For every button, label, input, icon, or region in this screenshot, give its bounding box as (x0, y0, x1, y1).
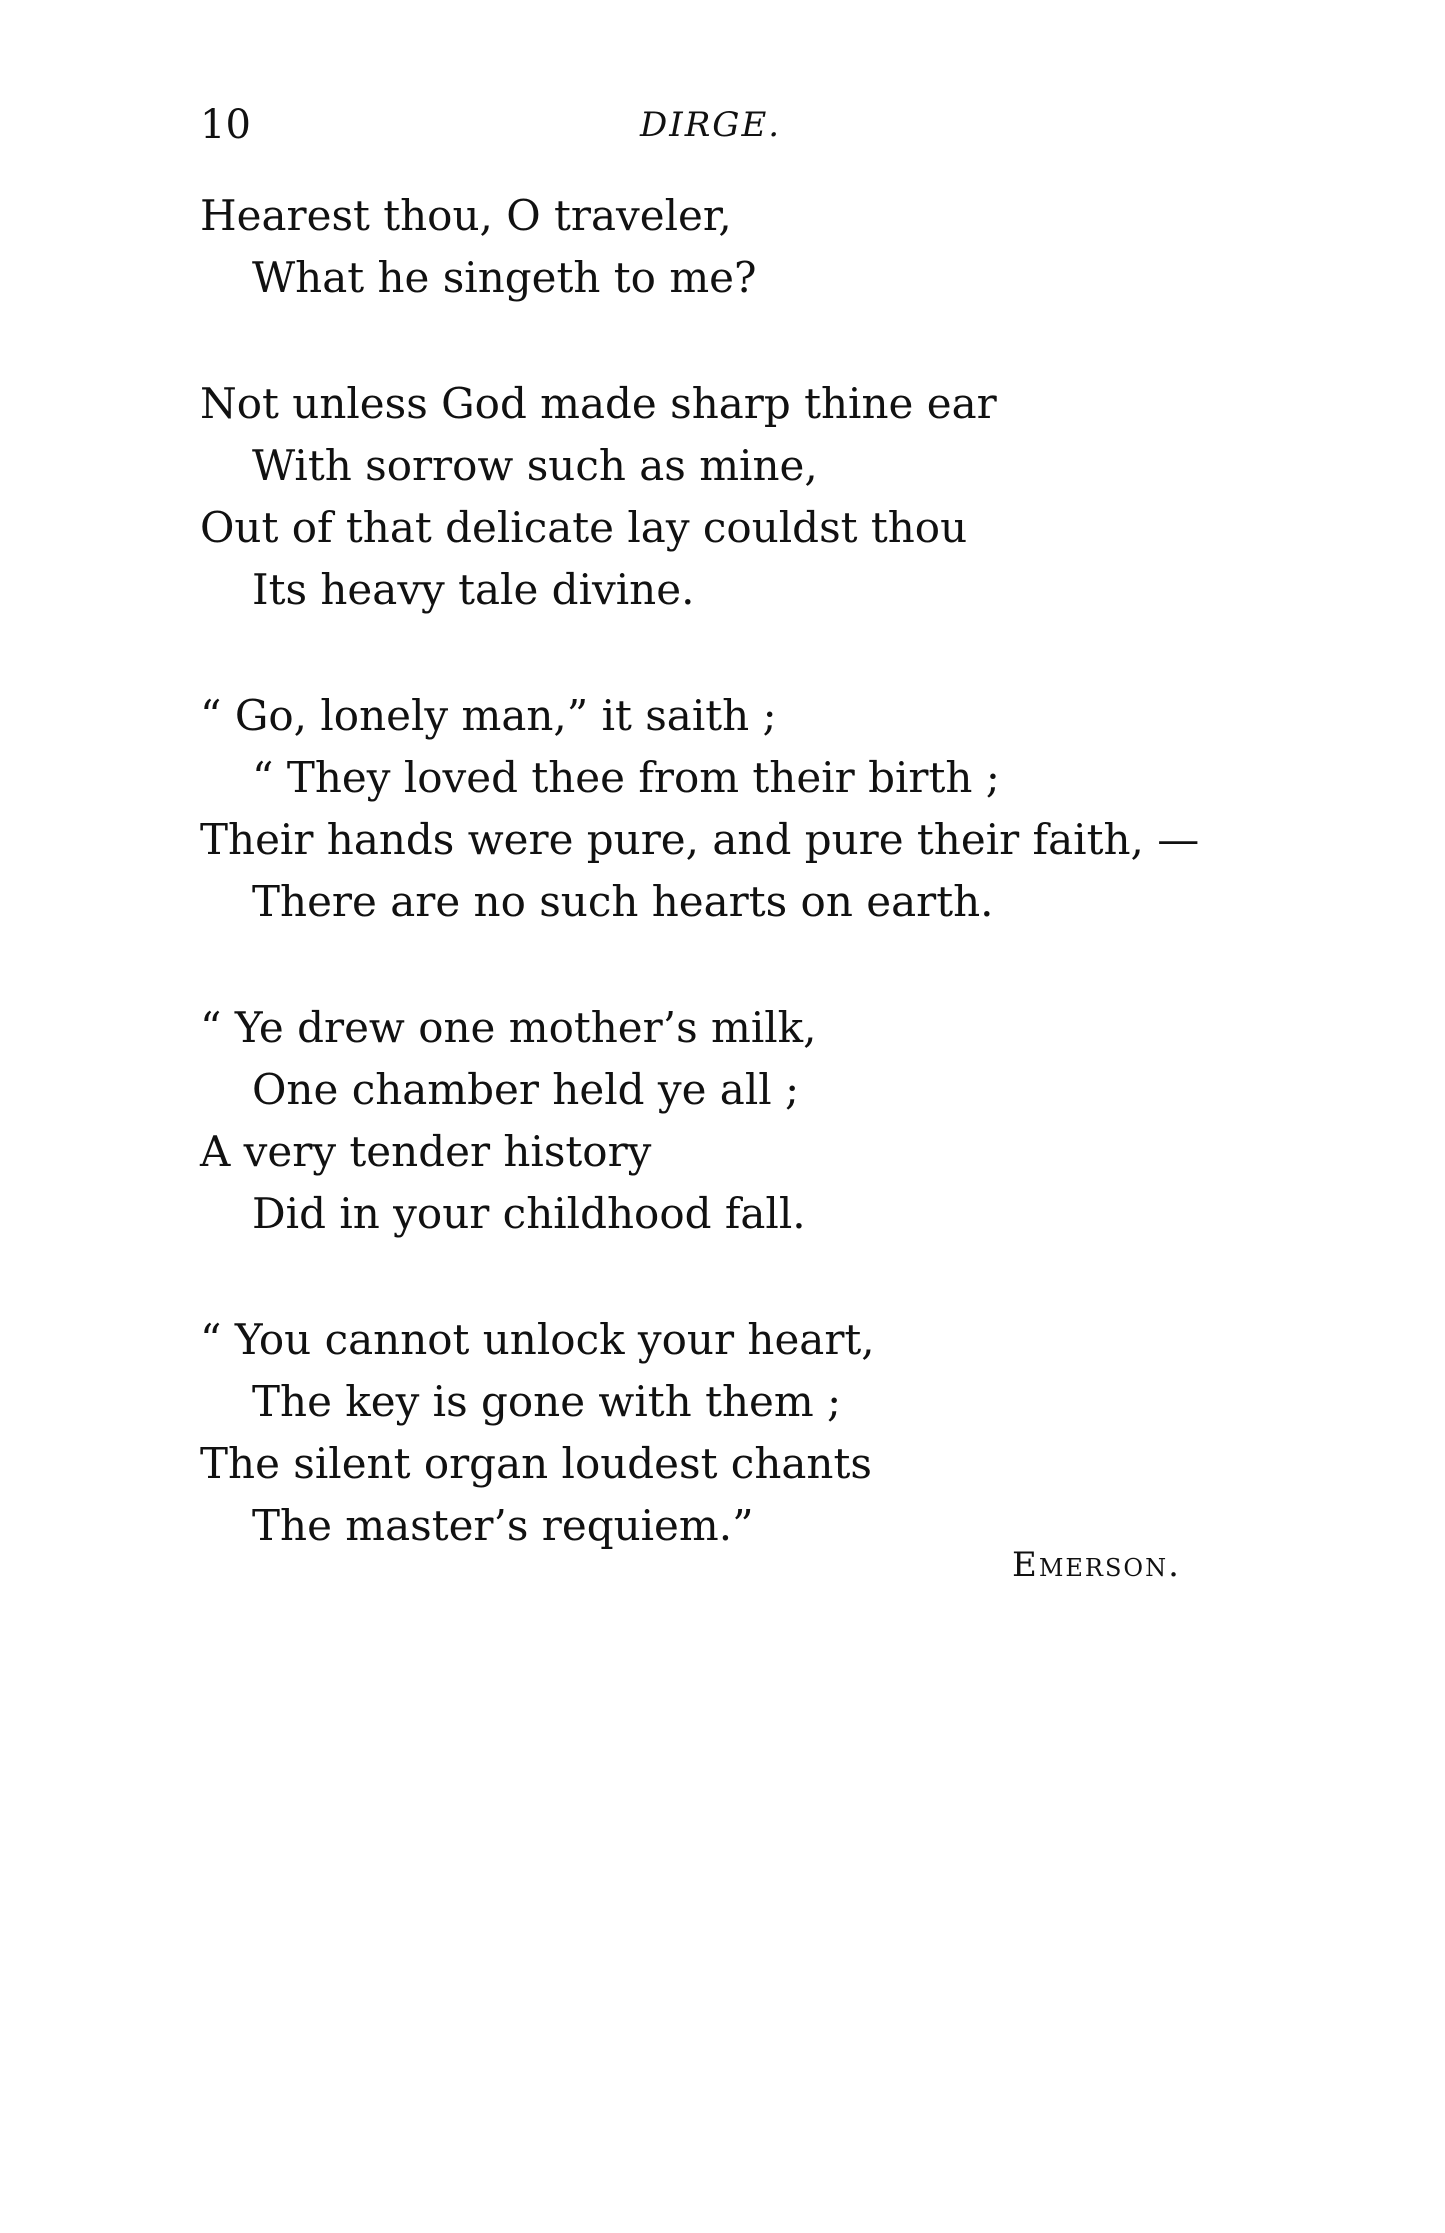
poem-line: The master’s requiem.” (252, 1501, 754, 1550)
running-title: DIRGE. (640, 105, 782, 145)
poem-line: Their hands were pure, and pure their faith, — (200, 815, 1200, 864)
poem-line: Out of that delicate lay couldst thou (200, 503, 968, 552)
stanza-2 (200, 373, 1300, 621)
poem-line: “ You cannot unlock your heart, (200, 1315, 875, 1364)
stanza-3 (200, 685, 1300, 933)
poem-line: With sorrow such as mine, (252, 441, 818, 490)
poem-line: Not unless God made sharp thine ear (200, 379, 997, 428)
poem-line: A very tender history (200, 1127, 652, 1176)
poem-line: The silent organ loudest chants (200, 1439, 872, 1488)
page-number: 10 (200, 102, 251, 148)
running-head (200, 100, 820, 150)
author-signature: Emerson. (1012, 1545, 1181, 1585)
poem-line: One chamber held ye all ; (252, 1065, 800, 1114)
poem-body (200, 185, 1300, 1621)
poem-line: Its heavy tale divine. (252, 565, 695, 614)
poem-line: “ Go, lonely man,” it saith ; (200, 691, 777, 740)
poem-line: There are no such hearts on earth. (252, 877, 994, 926)
poem-line: The key is gone with them ; (252, 1377, 842, 1426)
stanza-1 (200, 185, 1300, 309)
stanza-4 (200, 997, 1300, 1245)
poem-line: “ Ye drew one mother’s milk, (200, 1003, 817, 1052)
poem-line: What he singeth to me? (252, 253, 757, 302)
poem-line: Hearest thou, O traveler, (200, 191, 732, 240)
stanza-5 (200, 1309, 1300, 1557)
poem-line: “ They loved thee from their birth ; (252, 753, 1000, 802)
poem-line: Did in your childhood fall. (252, 1189, 806, 1238)
